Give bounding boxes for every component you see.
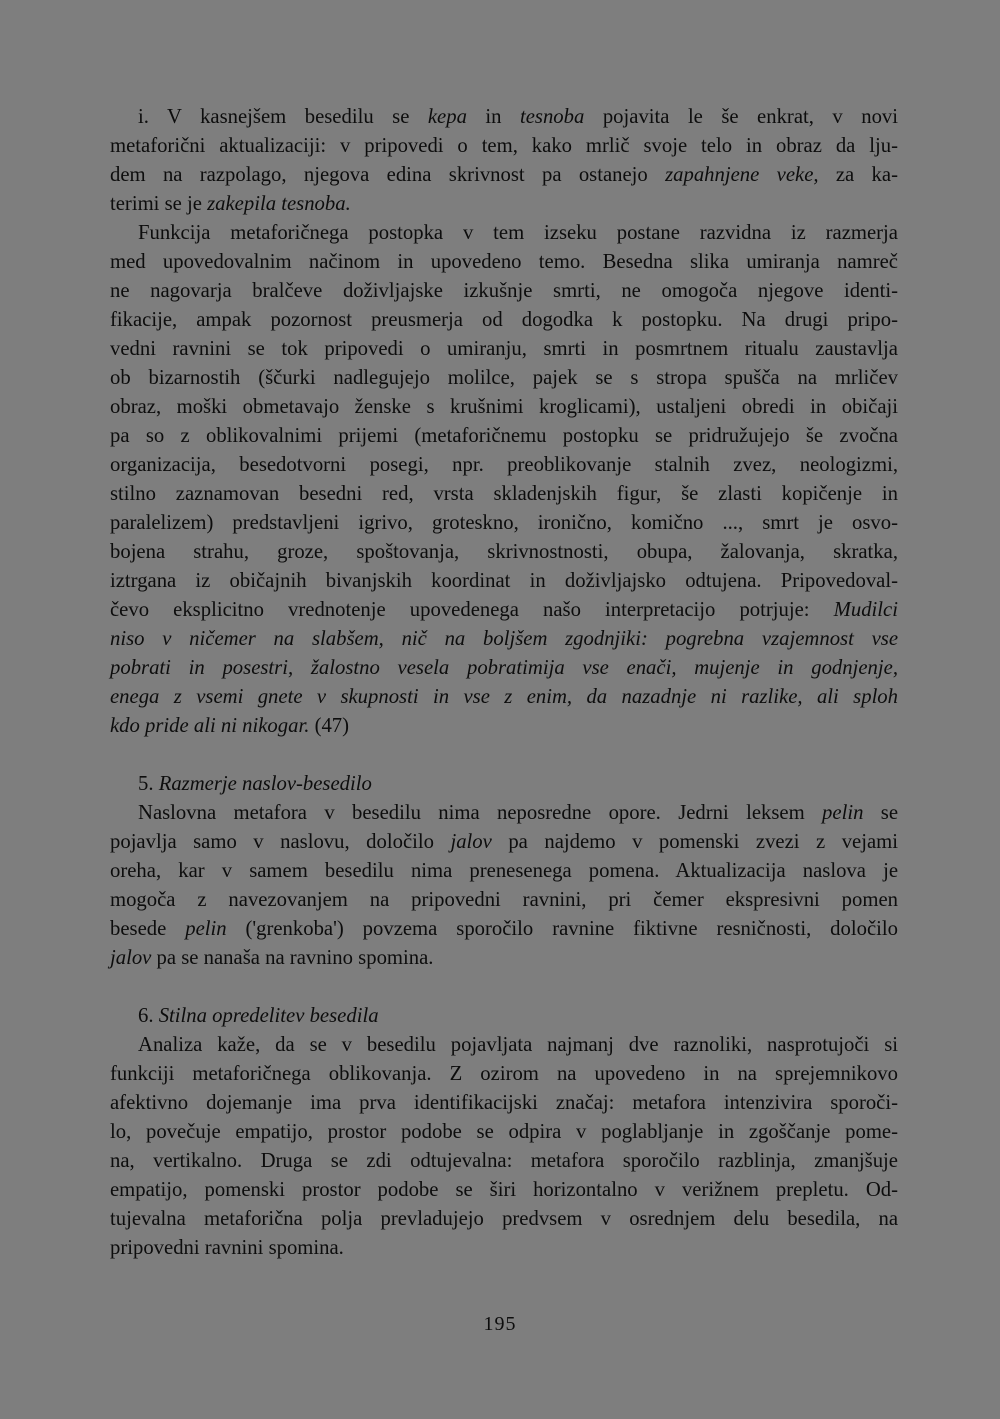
- text-run: in: [466, 106, 520, 128]
- text-run: na, vertikalno. Druga se zdi odtujevalna: metafora sporočilo razblinja, zmanjšuje: [110, 1150, 898, 1172]
- italic-text: pelin: [822, 802, 864, 824]
- text-line: [110, 915, 898, 944]
- text-line: [110, 712, 898, 741]
- text-line: [110, 567, 898, 596]
- text-run: empatijo, pomenski prostor podobe se širi horizontalno v verižnem prepletu. Od-: [110, 1179, 898, 1201]
- text-line: [110, 799, 898, 828]
- text-line: [110, 944, 898, 973]
- italic-text: zakepila tesnoba.: [207, 193, 351, 215]
- text-line: [110, 422, 898, 451]
- text-run: za ka-: [818, 164, 898, 186]
- text-run: afektivno dojemanje ima prva identifikacijski značaj: metafora intenzivira sporoči-: [110, 1092, 898, 1114]
- text-run: vedni ravnini se tok pripovedi o umiranju, smrti in posmrtnem ritualu zaustavlja: [110, 338, 898, 360]
- italic-text: pobrati in posestri, žalostno vesela pobratimija vse enači, mujenje in godnjenje,: [110, 657, 898, 679]
- italic-text: jalov: [110, 947, 152, 969]
- italic-text: Stilna opredelitev besedila: [158, 1005, 379, 1027]
- section-6-paragraph: [110, 1031, 898, 1263]
- text-run: organizacija, besedotvorni posegi, npr. preoblikovanje stalnih zvez, neologizmi,: [110, 454, 898, 476]
- text-line: [110, 451, 898, 480]
- text-line: [110, 509, 898, 538]
- italic-text: jalov: [450, 831, 492, 853]
- italic-text: kepa: [427, 106, 467, 128]
- text-run: pripovedni ravnini spomina.: [110, 1237, 344, 1259]
- text-run: fikacije, ampak pozornost preusmerja od dogodka k postopku. Na drugi pripo-: [110, 309, 898, 331]
- text-run: dem na razpolago, njegova edina skrivnost pa ostanejo: [110, 164, 666, 186]
- text-run: obraz, moški obmetavajo ženske s krušnimi kroglicami), ustaljeni obredi in običaji: [110, 396, 898, 418]
- text-run: funkciji metaforičnega oblikovanja. Z ozirom na upovedeno in na sprejemnikovo: [110, 1063, 898, 1085]
- text-run: stilno zaznamovan besedni red, vrsta skladenjskih figur, še zlasti kopičenje in: [110, 483, 898, 505]
- text-line: [110, 1205, 898, 1234]
- text-run: terimi se je: [110, 193, 208, 215]
- text-line: [110, 1118, 898, 1147]
- text-run: pa so z oblikovalnimi prijemi (metaforičnemu postopku se pridružujejo še zvočna: [110, 425, 898, 447]
- section-gap: [110, 741, 898, 770]
- italic-text: niso v ničemer na slabšem, nič na boljšem zgodnjiki: pogrebna vzajemnost vse: [110, 628, 898, 650]
- text-run: i. V kasnejšem besedilu se: [138, 106, 428, 128]
- italic-text: kdo pride ali ni nikogar.: [110, 715, 310, 737]
- text-line: [110, 596, 898, 625]
- text-line: [110, 219, 898, 248]
- text-line: [110, 393, 898, 422]
- text-run: ne nagovarja bralčeve doživljajske izkušnje smrti, ne omogoča njegove identi-: [110, 280, 898, 302]
- text-run: besede: [110, 918, 186, 940]
- text-run: Funkcija metaforičnega postopka v tem izseku postane razvidna iz razmerja: [138, 222, 898, 244]
- section-gap: [110, 973, 898, 1002]
- text-line: [110, 828, 898, 857]
- page-number: 195: [483, 1313, 517, 1335]
- text-line: [110, 886, 898, 915]
- italic-text: Razmerje naslov-besedilo: [158, 773, 372, 795]
- text-run: pa se nanaša na ravnino spomina.: [151, 947, 434, 969]
- text-line: [110, 161, 898, 190]
- text-line: [110, 335, 898, 364]
- text-line: [110, 103, 898, 132]
- text-line: [110, 190, 898, 219]
- italic-text: enega z vsemi gnete v skupnosti in vse z enim, da nazadnje ni razlike, ali sploh: [110, 686, 898, 708]
- text-run: oreha, kar v samem besedilu nima prenesenega pomena. Aktualizacija naslova je: [110, 860, 898, 882]
- section-5-heading: [110, 770, 898, 799]
- text-run: lo, povečuje empatijo, prostor podobe se odpira v poglabljanje in zgoščanje pome-: [110, 1121, 898, 1143]
- text-run: pojavita le še enkrat, v novi: [584, 106, 898, 128]
- text-line: [110, 625, 898, 654]
- text-line: [110, 248, 898, 277]
- text-run: čevo eksplicitno vrednotenje upovedenega našo interpretacijo potrjuje:: [110, 599, 834, 621]
- text-run: med upovedovalnim načinom in upovedeno temo. Besedna slika umiranja namreč: [110, 251, 898, 273]
- text-run: bojena strahu, groze, spoštovanja, skrivnostnosti, obupa, žalovanja, skratka,: [110, 541, 898, 563]
- page-body: [110, 103, 898, 1263]
- text-run: (47): [309, 715, 350, 737]
- text-run: ('grenkoba') povzema sporočilo ravnine fiktivne resničnosti, določilo: [226, 918, 898, 940]
- text-line: [110, 1060, 898, 1089]
- italic-text: zapahnjene veke,: [665, 164, 819, 186]
- text-run: pa najdemo v pomenski zvezi z vejami: [491, 831, 898, 853]
- section-5-paragraph: [110, 799, 898, 973]
- italic-text: Mudilci: [833, 599, 898, 621]
- text-run: ob bizarnostih (ščurki nadlegujejo molilce, pajek se s stropa spušča na mrličev: [110, 367, 898, 389]
- text-run: se: [863, 802, 899, 824]
- paragraph-4-continuation: [110, 103, 898, 219]
- text-line: [110, 683, 898, 712]
- text-line: [110, 364, 898, 393]
- text-line: [110, 538, 898, 567]
- text-run: mogoča z navezovanjem na pripovedni ravnini, pri čemer ekspresivni pomen: [110, 889, 898, 911]
- text-run: metaforični aktualizaciji: v pripovedi o tem, kako mrlič svoje telo in obraz da lju-: [110, 135, 898, 157]
- paragraph-4-function: [110, 219, 898, 741]
- text-line: [110, 306, 898, 335]
- text-line: [110, 1176, 898, 1205]
- text-run: Naslovna metafora v besedilu nima neposredne opore. Jedrni leksem: [138, 802, 823, 824]
- text-line: [110, 132, 898, 161]
- section-6-heading: [110, 1002, 898, 1031]
- text-line: [110, 654, 898, 683]
- text-run: 6.: [138, 1005, 159, 1027]
- text-run: paralelizem) predstavljeni igrivo, groteskno, ironično, komično ..., smrt je osvo-: [110, 512, 898, 534]
- text-run: Analiza kaže, da se v besedilu pojavljata najmanj dve raznoliki, nasprotujoči si: [138, 1034, 898, 1056]
- italic-text: tesnoba: [519, 106, 585, 128]
- text-line: [110, 480, 898, 509]
- text-run: tujevalna metaforična polja prevladujejo predvsem v osrednjem delu besedila, na: [110, 1208, 898, 1230]
- text-run: 5.: [138, 773, 159, 795]
- text-line: [110, 1089, 898, 1118]
- text-run: iztrgana iz običajnih bivanjskih koordinat in doživljajsko odtujena. Pripovedoval-: [110, 570, 898, 592]
- text-run: pojavlja samo v naslovu, določilo: [110, 831, 451, 853]
- text-line: [110, 1031, 898, 1060]
- text-line: [110, 277, 898, 306]
- text-line: [110, 857, 898, 886]
- text-line: [110, 1234, 898, 1263]
- text-line: [110, 1147, 898, 1176]
- italic-text: pelin: [185, 918, 227, 940]
